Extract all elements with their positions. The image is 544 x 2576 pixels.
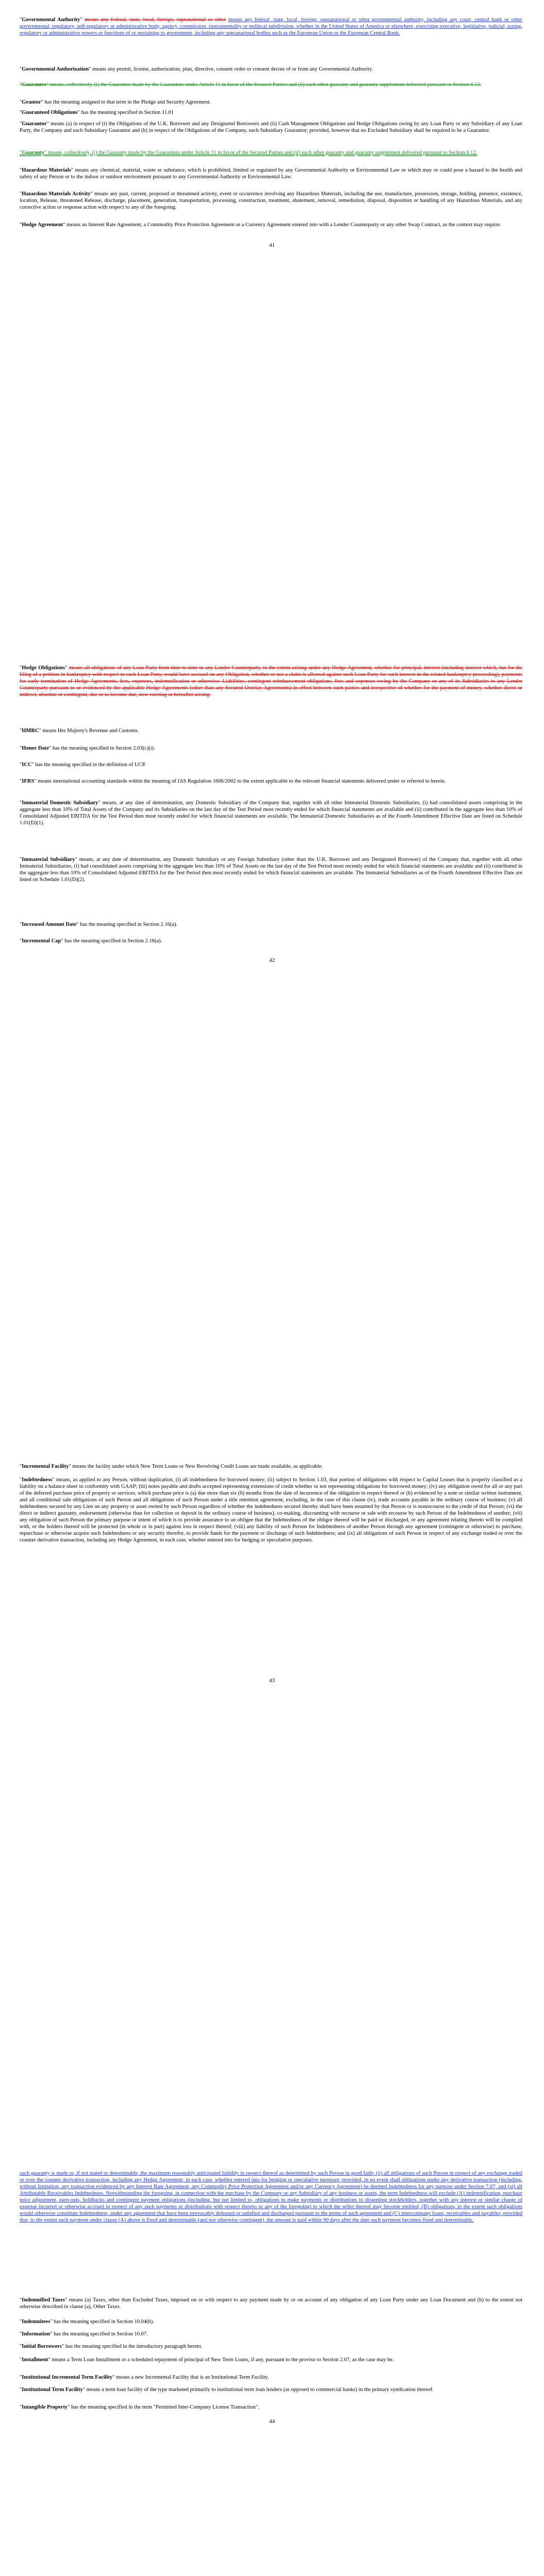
definition-paragraph: "Guaranty" means, collectively, (i) the Guaranty made by the Guarantors under Article 11 in favor of the Secured Parties and (ii) each other guaranty and guaranty supplement delivered pursuant to Section 6.12. [20,150,477,156]
definition-paragraph: "Institutional Incremental Term Facility" means a new Incremental Facility that is an Institutional Term Facility. [20,2375,269,2380]
definition-paragraph: "Initial Borrowers" has the meaning specified in the introductory paragraph hereto. [20,2344,203,2349]
definition-paragraph: "IFRS" means international accounting standards within the meaning of IAS Regulation 1606/2002 to the extent applicable to the relevant financial statements delivered under or referred to herein. [20,778,446,784]
definition-paragraph: "Increased Amount Date" has the meaning specified in Section 2.16(a). [20,922,178,927]
definition-paragraph: "Indemnified Taxes" means (a) Taxes, other than Excluded Taxes, imposed on or with respect to any payment made by or on account of any obligation of any Loan Party under any Loan Document and (b) to the extent not otherwise described in clause (a), Other Taxes. [20,2297,522,2310]
definition-paragraph: "Hazardous Materials" means any chemical, material, waste or substance, which is prohibited, limited or regulated by any Governmental Authority or Environmental Law or which may or could pose a hazard to the health and safety of any Person or to the indoor or outdoor environment pursuant to any Governmental Authority or Environmental Law. [20,167,522,180]
page-number: 42 [269,957,275,963]
page-number: 44 [269,2418,275,2425]
definition-paragraph: "Guarantor" means (a) in respect of (i) the Obligations of the U.K. Borrower and any Designated Borrowers and (ii) Cash Management Obligations and Hedge Obligations owing by any Loan Party or any Subsidiary of any Loan Party, the Company and each Subsidiary Guarantor and (b) in respect of the Obligations of the Company, each Subsidiary Guarantor; provided, however that no Excluded Subsidiary shall be required to be a Guarantor. [20,121,522,133]
definition-paragraph: "Grantor" has the meaning assigned to that term in the Pledge and Security Agreement. [20,99,211,105]
definition-paragraph: "Indebtedness" means, as applied to any Person, without duplication, (i) all indebtedness for borrowed money; (ii) subject to Section 1.03, that portion of obligations with respect to Capital Leases that is properly classified as a liability on a balance sheet in conformity with GAAP; (iii) notes payable and drafts accepted representing extensions of credit whether or not representing obligations for borrowed money; (iv) any obligation owed for all or any part of the deferred purchase price of property or services, which purchase price is (a) due more than six (6) months from the date of incurrence of the obligation in respect thereof or (b) evidenced by a note or similar written instrument, and all conditional sale obligations of such Person and all obligations of such Person under a title retention agreement, excluding, in the case of this clause (iv), trade accounts payable in the ordinary course of business; (v) all indebtedness secured by any Lien on any property or asset owned by such Person regardless of whether the indebtedness secured thereby shall have been assumed by that Person or is nonrecourse to the credit of that Person; (vi) the direct or indirect guaranty, endorsement (otherwise than for collection or deposit in the ordinary course of business), co-making, discounting with recourse or sale with recourse by such Person of the Indebtedness of another; (vii) any obligation of such Person the primary purpose or intent of which is to provide assurance to an obligee that the Indebtedness of the obligor thereof will be paid or discharged, or any agreement relating thereto will be complied with, or the holders thereof will be protected (in whole or in part) against loss in respect thereof; (viii) any liability of such Person for Indebtedness of another Person through any agreement (contingent or otherwise) to purchase, repurchase or otherwise acquire such Indebtedness or any security therefor, to provide funds for the payment or discharge of such Indebtedness; and (ix) all obligations of such Person in respect of any exchange traded or over the counter derivative transaction, including any Hedge Agreement, in each case, whether entered into for hedging or speculative purposes. [20,1477,522,1543]
definition-paragraph: "HMRC" means Her Majesty's Revenue and Customs. [20,728,139,734]
definition-paragraph: "Installment" means a Term Loan Installment or a scheduled repayment of principal of New Term Loans, if any, pursuant to the proviso to Section 2.07, as the case may be. [20,2357,394,2363]
definition-paragraph: such guaranty is made or, if not stated or determinable, the maximum reasonably anticipated liability in respect thereof as determined by such Person in good faith; (x) all obligations of such Person in respect of any exchange traded or over the counter derivative transaction, including any Hedge Agreement, in each case, whether entered into for hedging or speculative purposes; provided, in no event shall obligations under any derivative transaction (including, without limitation, any transaction evidenced by any Interest Rate Agreement, any Commodity Price Protection Agreement and/or any Currency Agreement) be deemed Indebtedness for any purpose under Section 7.07; and (xi) all Attributable Receivables Indebtedness. Notwithstanding the foregoing, in connection with the purchase by the Company or any Subsidiary of any business or assets, the term Indebtedness will exclude (A) indemnification, purchase price adjustment, earn-outs, holdbacks and contingent payment obligations (including, but not limited to, obligations to make payments or distributions to dissenting stockholders, together with any interest or similar charge of expense incurred or otherwise accrued in respect of any such payments or distributions with respect thereto or any of the foregoing) to which the seller thereof may become entitled; (B) obligations, to the extent such obligations would otherwise constitute Indebtedness, under any agreement that have been irrevocably defeased or satisfied and discharged pursuant to the terms of such agreement and (C) intercompany loans, receivables and payables; provided that, to the extent such payment under clause (A) above is fixed and determinable (and not otherwise contingent), the amount is paid within 90 days after the date such payment becomes fixed and determinable. [20,2171,522,2223]
definition-paragraph: "Incremental Cap" has the meaning specified in Section 2.16(a). [20,938,162,944]
definition-paragraph: "Governmental Authorization" means any permit, license, authorization, plan, directive, consent order or consent decree of or from any Governmental Authority. [20,66,373,72]
page-number: 43 [269,1677,275,1684]
definition-paragraph: "Hazardous Materials Activity" means any past, current, proposed or threatened activity, event or occurrence involving any Hazardous Materials, including the use, manufacture, possession, storage, holding, presence, existence, location, Release, threatened Release, discharge, placement, generation, transportation, processing, construction, treatment, abatement, removal, remediation, disposal, disposition or handling of any Hazardous Materials, and any corrective action or response action with respect to any of the foregoing. [20,191,522,210]
definition-paragraph: "Hedge Obligations" means all obligations of any Loan Party from time to time to any Lender Counterparty, to the extent arising under any Hedge Agreement, whether for principal, interest (including interest which, but for the filing of a petition in bankruptcy with respect to such Loan Party, would have accrued on any Obligation, whether or not a claim is allowed against such Loan Party for such interest in the related bankruptcy proceeding), payments for early termination of Hedge Agreements, fees, expenses, indemnification or otherwise. Liabilities, contingent reimbursement obligations, fees and expenses owing by the Company or any of its Subsidiaries to any Lender Counterparty pursuant to or evidenced by the applicable Hedge Agreements (other than any Secured Overlay Agreements) in effect between such parties and irrespective of whether for the payment of money, whether direct or indirect, absolute or contingent, due or to become due, now existing or hereafter arising. [20,665,523,698]
definition-paragraph: "Intangible Property" has the meaning specified in the term "Permitted Inter-Company License Transaction". [20,2404,259,2410]
definition-paragraph: "Guaranteed Obligations" has the meaning specified in Section 11.01 [20,110,174,115]
definition-paragraph: "Incremental Facility" means the facility under which New Term Loans or New Revolving Credit Loans are made available, as applicable. [20,1464,323,1469]
definition-paragraph: "Governmental Authority" means any federal, state, local, foreign, supranational or other means any federal, state, local, foreign, supranational or other governmental authority, including any court, central bank or other governmental, regulatory, self-regulatory or administrative body, agency, commission, instrumentality or political subdivision, whether in the United States of America or elsewhere, exercising executive, legislative, judicial, taxing, regulatory or administrative powers or functions of or pertaining to government, including any supranational bodies such as the European Union or the European Central Bank. [20,17,523,36]
definition-paragraph: "Immaterial Subsidiary" means, at any date of determination, any Domestic Subsidiary or any Foreign Subsidiary (other than the U.K. Borrower and any Designated Borrower) of the Company that, together with all other Immaterial Subsidiaries, (i) had consolidated assets comprising in the aggregate less than 10% of Total Assets on the last day of the Test Period most recently ended for which financial statements are available and (ii) contributed in the aggregate less than 10% of Consolidated Adjusted EBITDA for the Test Period then most recently ended for which financial statements are available. The Immaterial Subsidiaries as of the Fourth Amendment Effective Date are listed on Schedule 1.01(D)(2). [20,857,523,883]
definition-paragraph: "Guarantee" means, collectively, (i) the Guarantee made by the Guarantors under Article 11 in favor of the Secured Parties and (ii) each other guaranty and guaranty supplement delivered pursuant to Section 6.12. [20,82,482,88]
definition-paragraph: "Information" has the meaning specified in Section 10.07. [20,2331,148,2337]
definition-paragraph: "Honor Date" has the meaning specified in Section 2.03(c)(i). [20,745,155,751]
definition-paragraph: "Institutional Term Facility" means a term loan facility of the type marketed primarily to institutional term loan lenders (as opposed to commercial banks) in the primary syndication thereof. [20,2387,434,2393]
definition-paragraph: "Immaterial Domestic Subsidiary" means, at any date of determination, any Domestic Subsidiary of the Company that, together with all other Immaterial Domestic Subsidiaries, (i) had consolidated assets comprising in the aggregate less than 10% of Total Assets of the Company and its Subsidiaries on the last day of the Test Period most recently ended for which financial statements are available and (ii) contributed in the aggregate less than 10% of Consolidated Adjusted EBITDA for the Test Period then most recently ended for which financial statements are available. The Immaterial Domestic Subsidiaries as of the Fourth Amendment Effective Date are listed on Schedule 1.01(D)(1). [20,800,523,826]
definition-paragraph: "Hedge Agreement" means an Interest Rate Agreement, a Commodity Price Protection Agreement or a Currency Agreement entered into with a Lender Counterparty or any other Swap Contract, as the context may require. [20,222,501,228]
definition-paragraph: "ICC" has the meaning specified in the definition of UCP. [20,762,146,768]
definition-paragraph: "Indemnitees" has the meaning specified in Section 10.04(b). [20,2319,154,2325]
page-number: 41 [269,242,275,248]
